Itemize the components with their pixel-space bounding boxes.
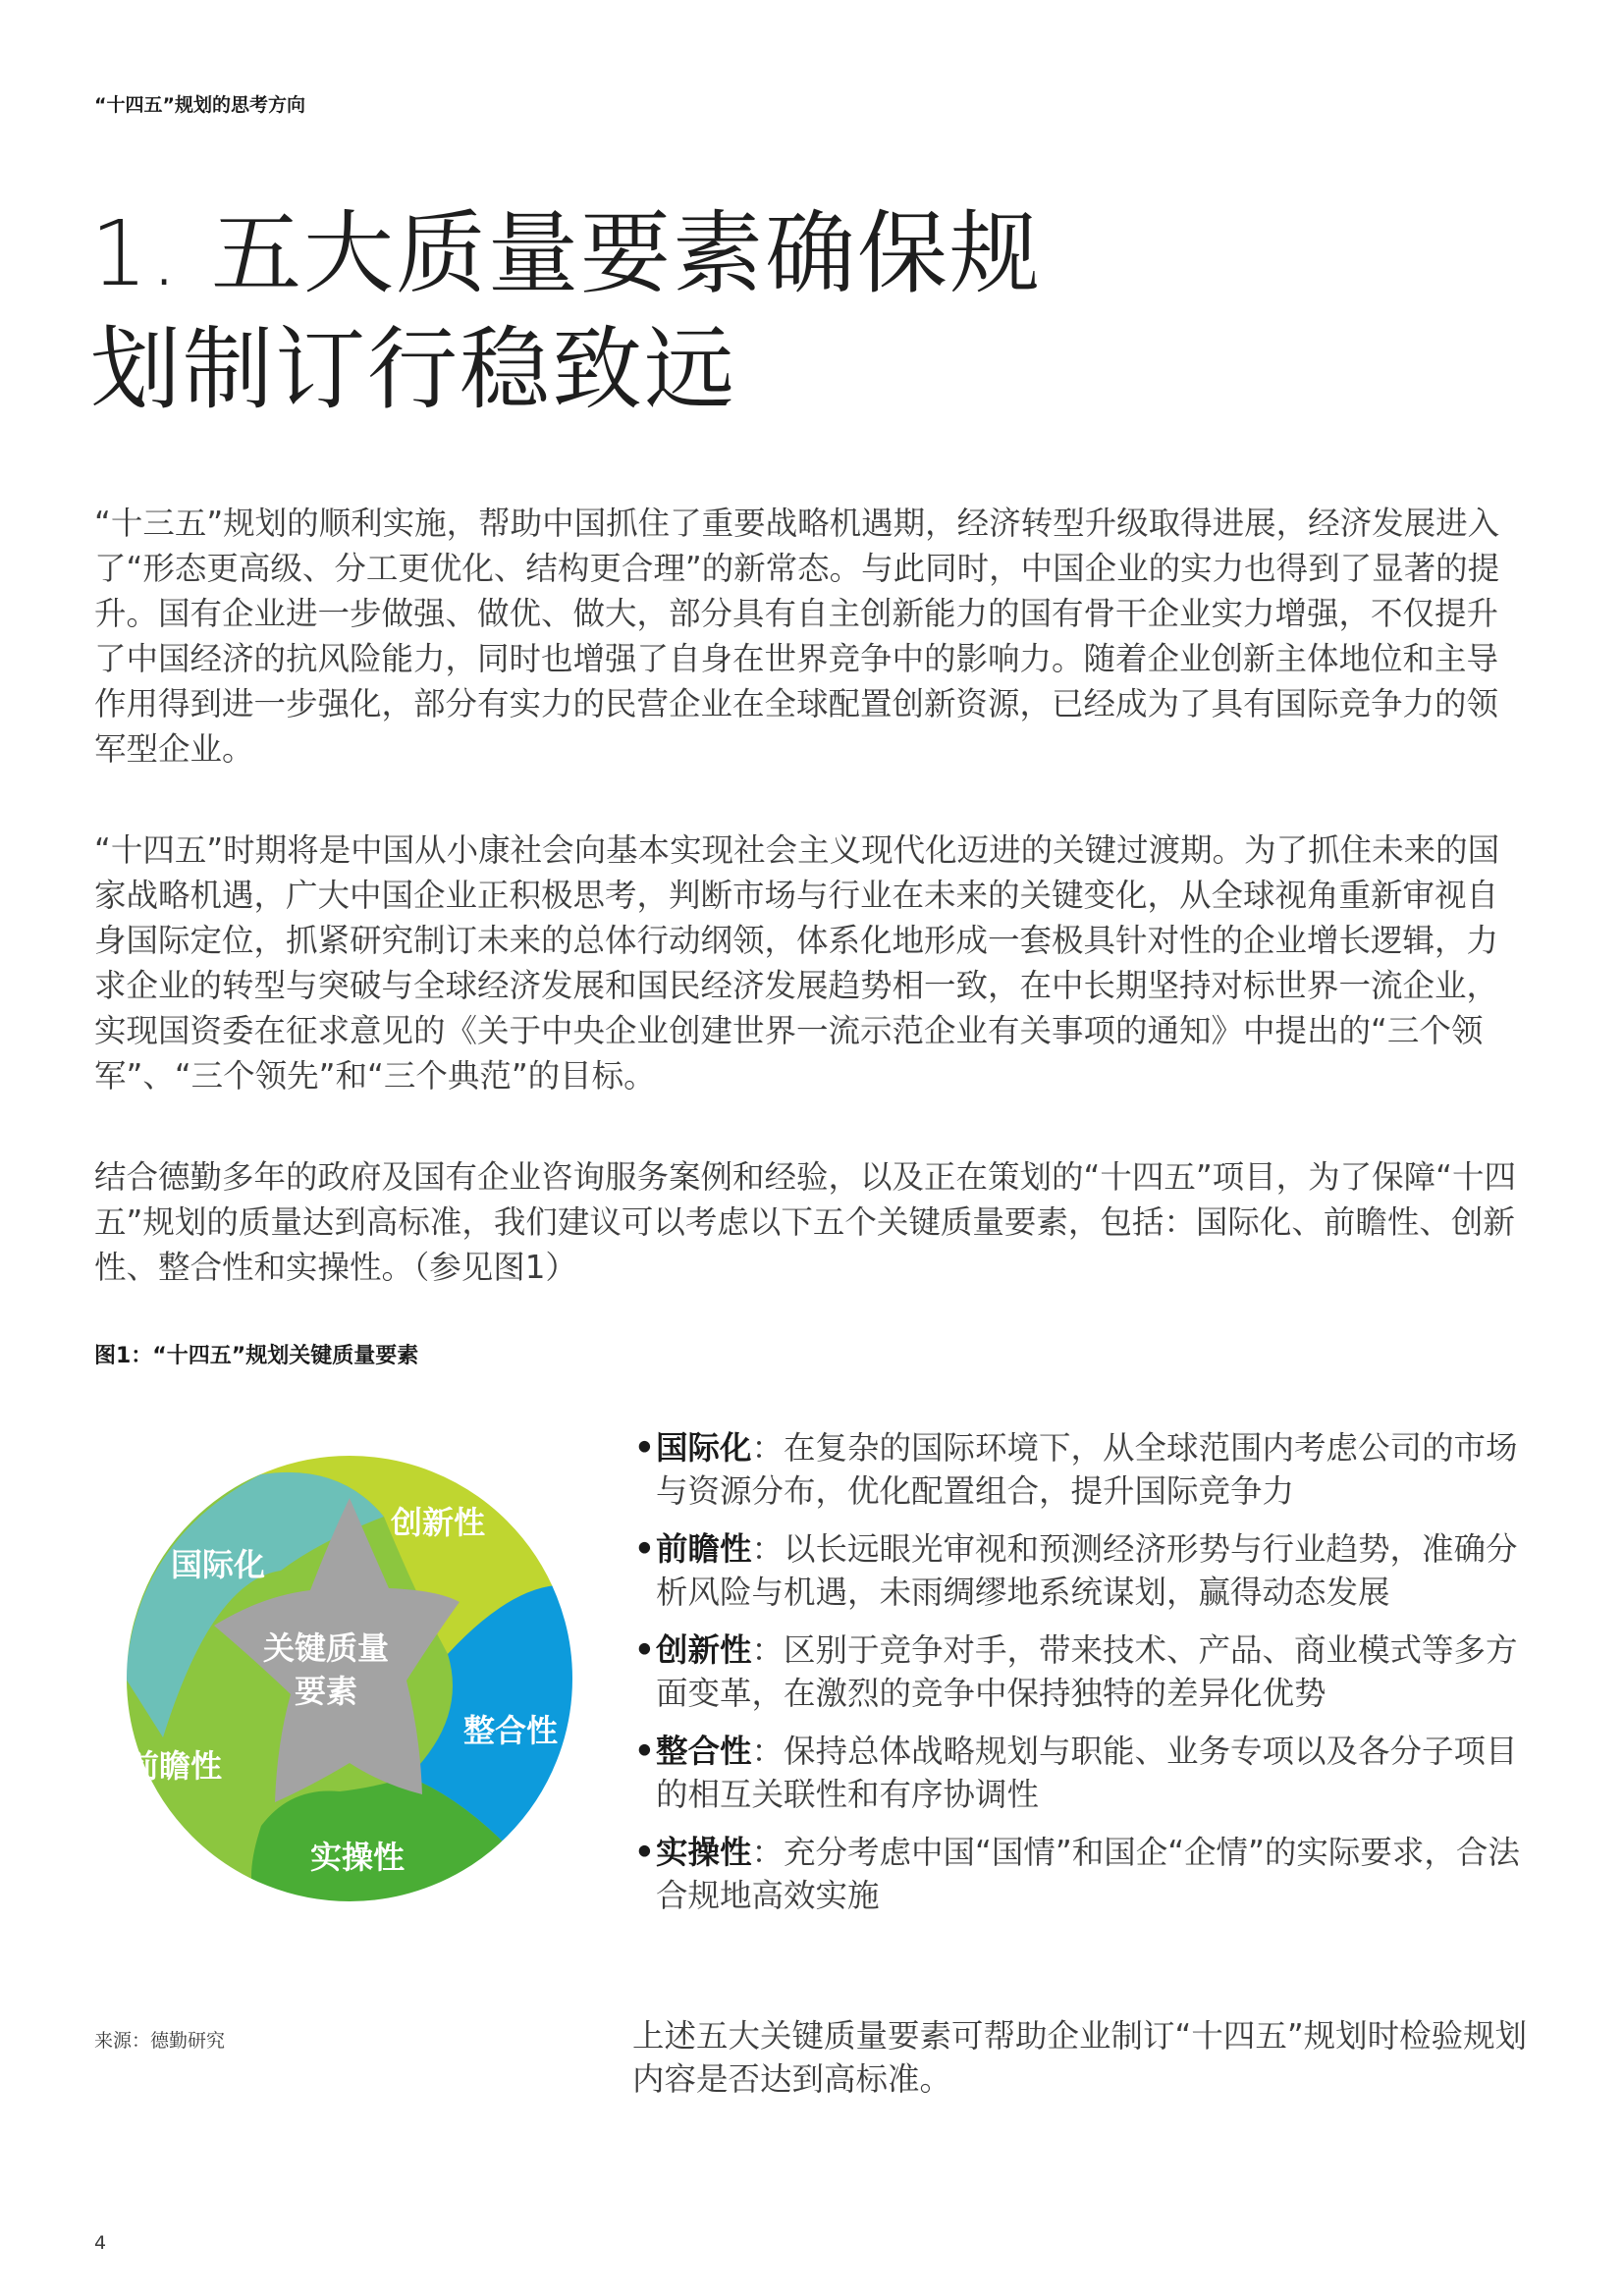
body-paragraph-1: “十三五”规划的顺利实施，帮助中国抓住了重要战略机遇期，经济转型升级取得进展，经济发展进入了“形态更高级、分工更优化、结构更合理”的新常态。与此同时，中国企业的实力也得到了显著的提升。国有企业进一步做强、做优、做大，部分具有自主创新能力的国有骨干企业实力增强，不仅提升了中国经济的抗风险能力，同时也增强了自身在世界竞争中的影响力。随着企业创新主体地位和主导作用得到进一步强化，部分有实力的民营企业在全球配置创新资源，已经成为了具有国际竞争力的领军型企业。 [94, 505, 1500, 768]
quality-elements-diagram [94, 1423, 605, 1934]
diagram-svg [94, 1423, 605, 1934]
figure-source: 来源：德勤研究 [94, 2030, 226, 2052]
bullet-marker: • [634, 1530, 655, 1568]
list-item [632, 1730, 1545, 1816]
body-paragraph-3: 结合德勤多年的政府及国有企业咨询服务案例和经验，以及正在策划的“十四五”项目，为了保障“十四五”规划的质量达到高标准，我们建议可以考虑以下五个关键质量要素，包括：国际化、前瞻性、创新性、整合性和实操性。（参见图1） [94, 1158, 1517, 1286]
bullet-term: 实操性 [656, 1834, 752, 1871]
bullet-marker: • [634, 1429, 655, 1467]
bullet-marker: • [634, 1631, 655, 1669]
body-paragraph-2: “十四五”时期将是中国从小康社会向基本实现社会主义现代化迈进的关键过渡期。为了抓住未来的国家战略机遇，广大中国企业正积极思考，判断市场与行业在未来的关键变化，从全球视角重新审视自身国际定位，抓紧研究制订未来的总体行动纲领，体系化地形成一套极具针对性的企业增长逻辑，力求企业的转型与突破与全球经济发展和国民经济发展趋势相一致，在中长期坚持对标世界一流企业，实现国资委在征求意见的《关于中央企业创建世界一流示范企业有关事项的通知》中提出的“三个领军”、“三个领先”和“三个典范”的目标。 [94, 831, 1500, 1095]
list-item [632, 1527, 1545, 1614]
figure-caption: 图1：“十四五”规划关键质量要素 [94, 1344, 419, 1368]
page-title-line-1: 1. 五大质量要素确保规 [90, 201, 1043, 306]
list-item [632, 1831, 1545, 1917]
bullet-marker: • [634, 1834, 655, 1871]
bullet-text: ：区别于竞争对手，带来技术、产品、商业模式等多方面变革，在激烈的竞争中保持独特的差异化优势 [656, 1631, 1518, 1712]
center-label-line-2: 要素 [294, 1673, 358, 1710]
segment-label-practicality: 实操性 [309, 1839, 406, 1876]
segment-label-integration: 整合性 [462, 1712, 559, 1749]
bullet-text: ：保持总体战略规划与职能、业务专项以及各分子项目的相互关联性和有序协调性 [656, 1733, 1518, 1813]
page-title-line-2: 划制订行稳致远 [90, 317, 737, 422]
segment-label-innovation: 创新性 [390, 1504, 486, 1541]
bullet-term: 前瞻性 [656, 1530, 752, 1568]
segment-label-internationalization: 国际化 [170, 1546, 266, 1583]
list-item [632, 1426, 1545, 1513]
bullet-text: ：以长远眼光审视和预测经济形势与行业趋势，准确分析风险与机遇，未雨绸缪地系统谋划，赢得动态发展 [656, 1530, 1518, 1611]
list-item [632, 1629, 1545, 1715]
center-label-line-1: 关键质量 [262, 1629, 390, 1667]
bullet-text: ：充分考虑中国“国情”和国企“企情”的实际要求，合法合规地高效实施 [656, 1834, 1520, 1914]
page-title [90, 196, 1269, 428]
page-number: 4 [94, 2232, 107, 2254]
bullet-term: 创新性 [656, 1631, 752, 1669]
bullet-term: 整合性 [656, 1733, 752, 1770]
running-header: “十四五”规划的思考方向 [94, 94, 305, 116]
bullet-text: ：在复杂的国际环境下，从全球范围内考虑公司的市场与资源分布，优化配置组合，提升国际竞争力 [656, 1429, 1518, 1510]
segment-label-foresight: 前瞻性 [127, 1747, 223, 1785]
bullet-marker: • [634, 1733, 655, 1770]
summary-paragraph: 上述五大关键质量要素可帮助企业制订“十四五”规划时检验规划内容是否达到高标准。 [632, 2017, 1528, 2098]
quality-elements-list [632, 1426, 1545, 1932]
bullet-term: 国际化 [656, 1429, 752, 1467]
